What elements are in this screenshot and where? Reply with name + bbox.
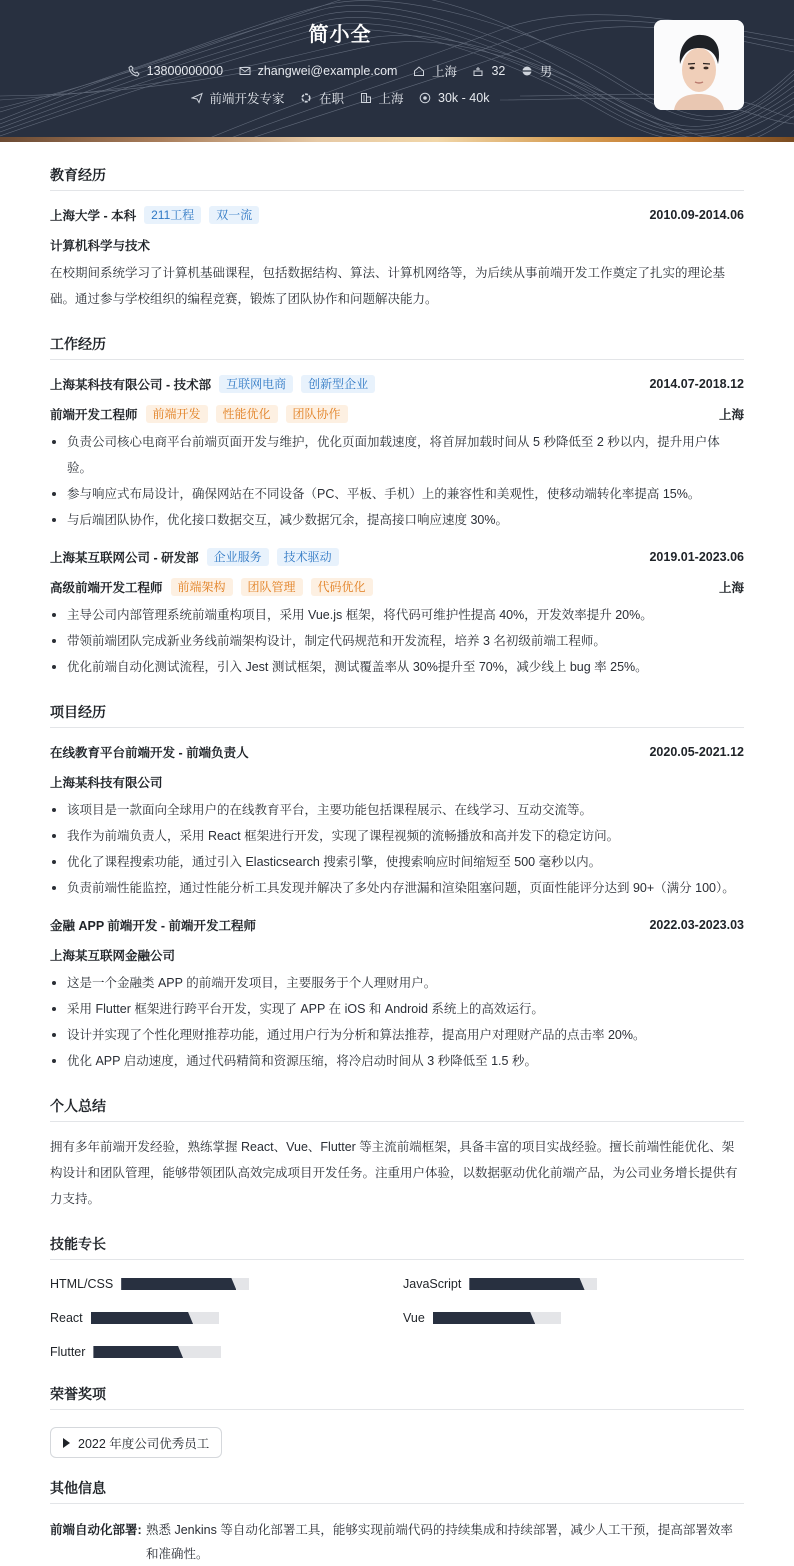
work-date: 2014.07-2018.12 — [649, 377, 744, 391]
list-item: 与后端团队协作，优化接口数据交互，减少数据冗余，提高接口响应速度 30%。 — [50, 507, 744, 533]
project-name: 金融 APP 前端开发 - 前端开发工程师 — [50, 919, 257, 933]
other-section — [50, 1478, 744, 1566]
project-date: 2020.05-2021.12 — [649, 745, 744, 759]
company-tag: 技术驱动 — [277, 548, 339, 566]
project-bullets — [50, 797, 744, 901]
work-bullets — [50, 429, 744, 533]
resume-header — [0, 0, 794, 142]
school-tag: 双一流 — [209, 206, 259, 224]
project-name: 在线教育平台前端开发 - 前端负责人 — [50, 746, 249, 760]
company-tag: 互联网电商 — [219, 375, 293, 393]
position-tag: 性能优化 — [216, 405, 278, 423]
list-item: 优化 APP 启动速度，通过代码精简和资源压缩，将冷启动时间从 3 秒降低至 1.5 秒。 — [50, 1048, 744, 1074]
list-item: 负责公司核心电商平台前端页面开发与维护，优化页面加载速度，将首屏加载时间从 5 秒降低至 2 秒以内，提升用户体验。 — [50, 429, 744, 481]
list-item: 这是一个金融类 APP 的前端开发项目，主要服务于个人理财用户。 — [50, 970, 744, 996]
other-info-value: 熟悉 Jenkins 等自动化部署工具，能够实现前端代码的持续集成和持续部署，减少人工干预，提高部署效率和准确性。 — [146, 1523, 733, 1561]
award-item[interactable] — [50, 1427, 222, 1458]
job-status-item: 在职 — [300, 89, 344, 107]
list-item: 参与响应式布局设计，确保网站在不同设备（PC、平板、手机）上的兼容性和美观性，使移动端转化率提高 15%。 — [50, 481, 744, 507]
list-item: 主导公司内部管理系统前端重构项目，采用 Vue.js 框架，将代码可维护性提高 40%，开发效率提升 20%。 — [50, 602, 744, 628]
age-icon — [472, 65, 484, 77]
position-tag: 代码优化 — [311, 578, 373, 596]
list-item: 优化前端自动化测试流程，引入 Jest 测试框架，测试覆盖率从 30%提升至 70%，减少线上 bug 率 25%。 — [50, 654, 744, 680]
education-date: 2010.09-2014.06 — [649, 208, 744, 222]
skill-bar-fill — [121, 1278, 236, 1290]
skill-bar — [91, 1312, 219, 1324]
school-tag: 211工程 — [144, 206, 201, 224]
contact-info-row — [0, 62, 680, 80]
school-name: 上海大学 - 本科 — [50, 209, 137, 223]
position-title: 高级前端开发工程师 — [50, 581, 163, 595]
expand-triangle-icon — [63, 1438, 70, 1448]
other-info-label: 前端自动化部署: — [50, 1523, 142, 1537]
position-tag: 团队协作 — [286, 405, 348, 423]
email-item: zhangwei@example.com — [239, 64, 398, 78]
education-description: 在校期间系统学习了计算机基础课程，包括数据结构、算法、计算机网络等，为后续从事前端开发工作奠定了扎实的理论基础。通过参与学校组织的编程竞赛，锻炼了团队协作和问题解决能力。 — [50, 266, 726, 306]
section-title: 个人总结 — [50, 1096, 744, 1122]
job-title-item: 前端开发专家 — [191, 89, 285, 107]
building-icon — [360, 92, 372, 104]
skill-name: HTML/CSS — [50, 1277, 114, 1291]
company-tag: 企业服务 — [207, 548, 269, 566]
gender-item: 男 — [521, 62, 553, 80]
skills-section — [50, 1234, 744, 1362]
education-entry — [50, 205, 744, 312]
list-item: 负责前端性能监控，通过性能分析工具发现并解决了多处内存泄漏和渲染阻塞问题，页面性能评分达到 90+（满分 100）。 — [50, 875, 744, 901]
gender-icon — [521, 65, 533, 77]
work-entry — [50, 374, 744, 533]
resume-body — [0, 165, 794, 1566]
section-title: 项目经历 — [50, 702, 744, 728]
status-icon — [300, 92, 312, 104]
skill-bar — [93, 1346, 221, 1358]
avatar — [654, 20, 744, 110]
project-date: 2022.03-2023.03 — [649, 918, 744, 932]
location-item: 上海 — [413, 62, 457, 80]
work-bullets — [50, 602, 744, 680]
home-icon — [413, 65, 425, 77]
skill-name: Vue — [403, 1311, 425, 1325]
send-icon — [191, 92, 203, 104]
work-entry — [50, 547, 744, 680]
salary-item: 30k - 40k — [419, 91, 489, 105]
skill-item — [50, 1308, 403, 1328]
avatar-photo — [654, 20, 744, 110]
list-item: 该项目是一款面向全球用户的在线教育平台，主要功能包括课程展示、在线学习、互动交流等。 — [50, 797, 744, 823]
work-date: 2019.01-2023.06 — [649, 550, 744, 564]
work-location: 上海 — [718, 408, 744, 422]
skill-bar-fill — [469, 1278, 584, 1290]
company-name: 上海某科技有限公司 - 技术部 — [50, 378, 212, 392]
section-title: 工作经历 — [50, 334, 744, 360]
position-tag: 前端开发 — [146, 405, 208, 423]
skill-bar-fill — [93, 1346, 183, 1358]
skills-grid — [50, 1274, 744, 1362]
phone-item: 13800000000 — [128, 64, 223, 78]
project-entry — [50, 742, 744, 901]
section-title: 其他信息 — [50, 1478, 744, 1504]
company-name: 上海某互联网公司 - 研发部 — [50, 551, 199, 565]
position-tag: 团队管理 — [241, 578, 303, 596]
other-info-row — [50, 1518, 744, 1566]
skill-name: Flutter — [50, 1345, 86, 1359]
phone-icon — [128, 65, 140, 77]
age-item: 32 — [472, 64, 505, 78]
position-title: 前端开发工程师 — [50, 408, 138, 422]
job-info-row — [0, 89, 680, 107]
skill-name: React — [50, 1311, 83, 1325]
projects-section — [50, 702, 744, 1074]
job-city-item: 上海 — [360, 89, 404, 107]
list-item: 我作为前端负责人，采用 React 框架进行开发，实现了课程视频的流畅播放和高并发下的稳定访问。 — [50, 823, 744, 849]
summary-section — [50, 1096, 744, 1212]
major: 计算机科学与技术 — [50, 239, 151, 253]
section-title: 教育经历 — [50, 165, 744, 191]
position-tag: 前端架构 — [171, 578, 233, 596]
list-item: 设计并实现了个性化理财推荐功能，通过用户行为分析和算法推荐，提高用户对理财产品的点击率 20%。 — [50, 1022, 744, 1048]
list-item: 优化了课程搜索功能，通过引入 Elasticsearch 搜索引擎，使搜索响应时间缩短至 500 毫秒以内。 — [50, 849, 744, 875]
company-tag: 创新型企业 — [301, 375, 375, 393]
skill-bar — [121, 1278, 249, 1290]
skill-item — [403, 1274, 744, 1294]
mail-icon — [239, 65, 251, 77]
work-section — [50, 334, 744, 680]
education-section — [50, 165, 744, 312]
header-accent-stripe — [0, 137, 794, 142]
section-title: 荣誉奖项 — [50, 1384, 744, 1410]
project-bullets — [50, 970, 744, 1074]
skill-item — [50, 1342, 403, 1362]
skill-bar — [433, 1312, 561, 1324]
skill-bar — [469, 1278, 597, 1290]
skill-bar-fill — [433, 1312, 535, 1324]
skill-name: JavaScript — [403, 1277, 462, 1291]
awards-section — [50, 1384, 744, 1458]
work-location: 上海 — [718, 581, 744, 595]
list-item: 采用 Flutter 框架进行跨平台开发，实现了 APP 在 iOS 和 Android 系统上的高效运行。 — [50, 996, 744, 1022]
section-title: 技能专长 — [50, 1234, 744, 1260]
award-label: 2022 年度公司优秀员工 — [78, 1436, 210, 1451]
project-entry — [50, 915, 744, 1074]
skill-bar-fill — [91, 1312, 193, 1324]
candidate-name: 简小全 — [308, 24, 372, 46]
skill-item — [50, 1274, 403, 1294]
project-company: 上海某互联网金融公司 — [50, 949, 176, 963]
project-company: 上海某科技有限公司 — [50, 776, 163, 790]
list-item: 带领前端团队完成新业务线前端架构设计，制定代码规范和开发流程，培养 3 名初级前端工程师。 — [50, 628, 744, 654]
skill-item — [403, 1308, 744, 1328]
summary-text: 拥有多年前端开发经验，熟练掌握 React、Vue、Flutter 等主流前端框架，具备丰富的项目实战经验。擅长前端性能优化、架构设计和团队管理，能够带领团队高效完成项目开发任务。注重用户体验，以数据驱动优化前端产品，为公司业务增长提供有力支持。 — [50, 1140, 738, 1206]
salary-icon — [419, 92, 431, 104]
